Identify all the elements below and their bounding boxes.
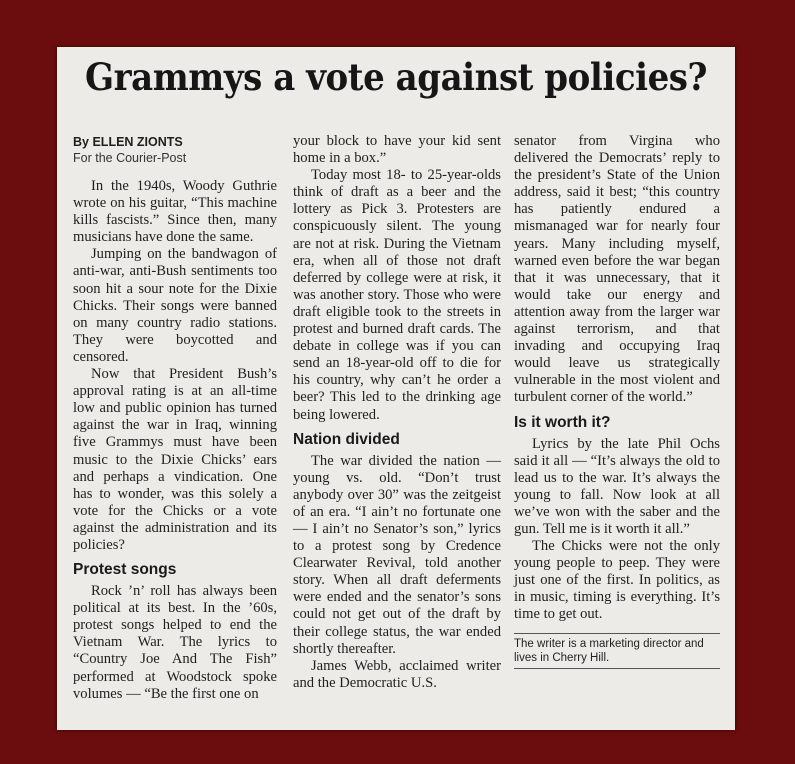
byline-name: ELLEN ZIONTS bbox=[92, 135, 183, 149]
byline-prefix: By bbox=[73, 135, 89, 149]
paragraph: Jumping on the bandwagon of anti-war, anti-Bush sentiments too soon hit a sour note for the Dixie Chicks. Their songs were banned on many country radio stations. They were boycotted and censored. bbox=[73, 246, 277, 365]
paragraph: The war divided the nation — young vs. old. “Don’t trust anybody over 30” was the zeitgeist of an era. “I ain’t no fortunate one — I ain’t no Senator’s son,” lyrics to a protest song by Credence Clearwater Revival, told another story. When all draft deferments were ended and the senator’s sons could not get out of the draft by their college status, the war ended shortly thereafter. bbox=[293, 452, 501, 657]
subhead-nation-divided: Nation divided bbox=[293, 430, 400, 448]
divider bbox=[514, 633, 720, 634]
paragraph: In the 1940s, Woody Guthrie wrote on his guitar, “This machine kills fascists.” Since then, many musicians have done the same. bbox=[73, 178, 277, 246]
divider bbox=[514, 668, 720, 669]
paragraph: Rock ’n’ roll has always been political at its best. In the ’60s, protest songs helped to end the Vietnam War. The lyrics to “Country Joe And The Fish” performed at Woodstock spoke volumes — “Be the first one on bbox=[73, 583, 277, 702]
newspaper-clipping bbox=[57, 47, 735, 730]
paragraph: Lyrics by the late Phil Ochs said it all — “It’s always the old to lead us to the war. It’s always the young to fall. Now look at all we’ve won with the saber and the gun. Tell me is it worth it all.” bbox=[514, 435, 720, 537]
affiliation: For the Courier-Post bbox=[73, 151, 187, 165]
paragraph: James Webb, acclaimed writer and the Democratic U.S. bbox=[293, 657, 501, 691]
paragraph: Now that President Bush’s approval rating is at an all-time low and public opinion has turned against the war in Iraq, winning five Grammys must have been music to the Dixie Chicks’ ears and perhaps a vindication. One has to wonder, was this solely a vote for the Chicks or a vote against the administration and its policies? bbox=[73, 366, 277, 553]
author-tagline: The writer is a marketing director and lives in Cherry Hill. bbox=[514, 637, 704, 664]
column-3 bbox=[514, 133, 720, 669]
subhead-is-it-worth-it: Is it worth it? bbox=[514, 413, 611, 431]
column-1 bbox=[73, 133, 277, 703]
headline: Grammys a vote against policies? bbox=[85, 55, 707, 99]
column-2 bbox=[293, 133, 501, 692]
paragraph: Today most 18- to 25-year-olds think of draft as a beer and the lottery as Pick 3. Protesters are conspicuously silent. The young are not at risk. During the Vietnam era, when all of those not draft deferred by college were at risk, it was another story. Those who were draft eligible took to the streets in protest and burned draft cards. The debate in college was if you can send an 18-year-old off to die for his country, why can’t he order a beer? This led to the drinking age being lowered. bbox=[293, 167, 501, 423]
paragraph: senator from Virgina who delivered the Democrats’ reply to the president’s State of the Union address, said it best; “this country has patiently endured a mismanaged war for nearly four years. Many including myself, warned even before the war began that it was unnecessary, that it would take our energy and attention away from the larger war against terrorism, and that invading and occupying Iraq would leave us strategically vulnerable in the most violent and turbulent corner of the world.” bbox=[514, 133, 720, 406]
byline bbox=[73, 135, 277, 150]
paragraph: The Chicks were not the only young people to peep. They were just one of the first. In politics, as in music, timing is everything. It’s time to get out. bbox=[514, 538, 720, 623]
subhead-protest-songs: Protest songs bbox=[73, 561, 177, 579]
paragraph: your block to have your kid sent home in a box.” bbox=[293, 133, 501, 167]
